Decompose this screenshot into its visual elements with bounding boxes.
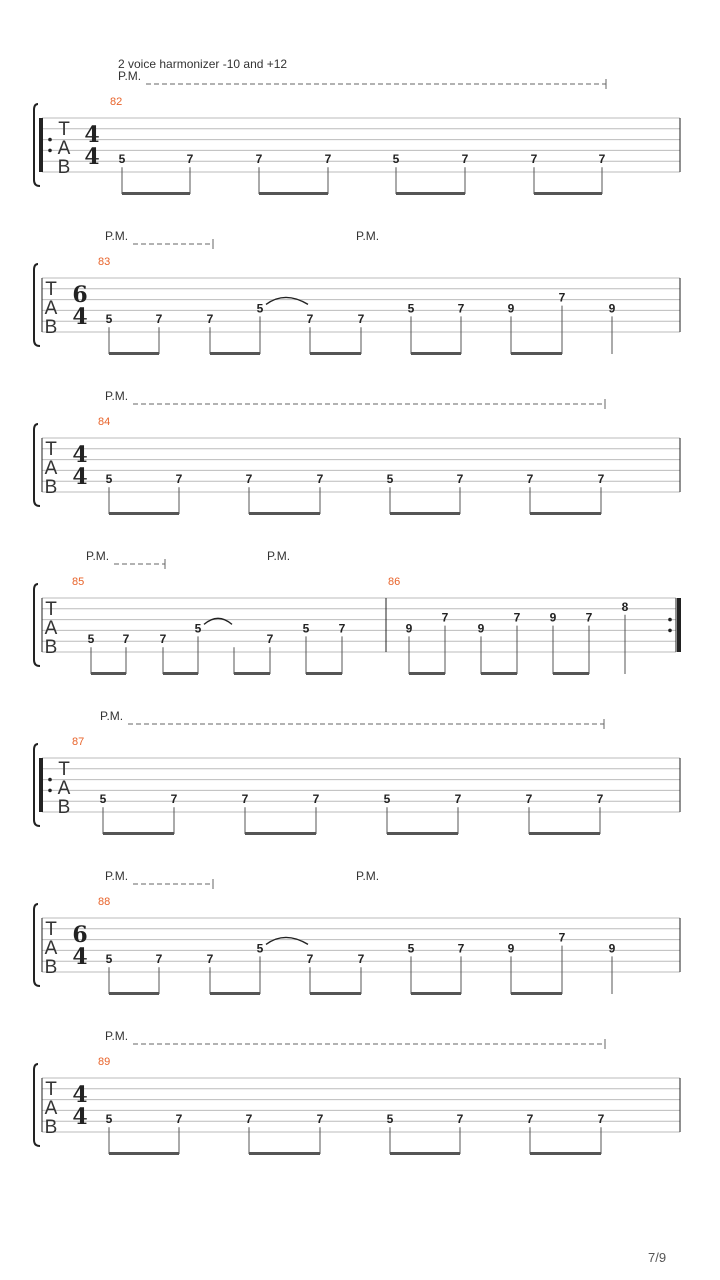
beam — [387, 832, 458, 835]
tab-clef-letter: A — [44, 618, 58, 639]
fret-number: 5 — [392, 152, 400, 167]
fret-number: 9 — [608, 941, 616, 956]
time-signature-top: 4 — [72, 442, 88, 468]
fret-number: 7 — [558, 290, 566, 305]
beam — [534, 192, 602, 195]
fret-number: 5 — [256, 941, 264, 956]
beam — [109, 352, 159, 355]
fret-number: 7 — [585, 610, 593, 625]
fret-number: 7 — [306, 312, 314, 327]
measure-number: 85 — [72, 576, 85, 588]
beam — [109, 992, 159, 995]
tie-arc — [266, 937, 308, 944]
measure-number: 87 — [72, 736, 85, 748]
beam — [234, 672, 270, 675]
beam — [109, 1152, 179, 1155]
fret-number: 7 — [558, 930, 566, 945]
fret-number: 7 — [456, 472, 464, 487]
beam — [310, 992, 361, 995]
fret-number: 7 — [159, 632, 167, 647]
tab-clef-letter: B — [44, 957, 58, 978]
beam — [249, 512, 320, 515]
fret-number: 7 — [454, 792, 462, 807]
fret-number: 7 — [530, 152, 538, 167]
palm-mute-label: P.M. — [86, 549, 110, 563]
repeat-start-thick-bar — [39, 758, 43, 812]
fret-number: 7 — [513, 610, 521, 625]
time-signature-top: 4 — [72, 1082, 88, 1108]
time-signature-bottom: 4 — [72, 304, 88, 330]
repeat-dot — [668, 618, 672, 622]
measure-number: 89 — [98, 1056, 111, 1068]
beam — [310, 352, 361, 355]
beam — [163, 672, 198, 675]
beam — [529, 832, 600, 835]
fret-number: 5 — [99, 792, 107, 807]
fret-number: 7 — [357, 952, 365, 967]
fret-number: 8 — [621, 599, 629, 614]
palm-mute-label: P.M. — [105, 389, 129, 403]
tab-clef-letter: T — [45, 1079, 57, 1100]
measure-number: 82 — [110, 96, 123, 108]
fret-number: 5 — [105, 952, 113, 967]
fret-number: 7 — [312, 792, 320, 807]
time-signature-top: 4 — [84, 122, 100, 148]
tab-clef-letter: B — [44, 477, 58, 498]
beam — [122, 192, 190, 195]
beam — [511, 352, 562, 355]
fret-number: 7 — [245, 1112, 253, 1127]
fret-number: 7 — [155, 312, 163, 327]
system-bracket — [34, 904, 40, 986]
fret-number: 5 — [386, 1112, 394, 1127]
fret-number: 9 — [477, 621, 485, 636]
fret-number: 5 — [407, 941, 415, 956]
fret-number: 5 — [87, 632, 95, 647]
fret-number: 7 — [597, 1112, 605, 1127]
fret-number: 7 — [316, 1112, 324, 1127]
measure-number: 86 — [388, 576, 401, 588]
tab-clef-letter: T — [45, 919, 57, 940]
tab-clef-letter: B — [44, 317, 58, 338]
fret-number: 5 — [194, 621, 202, 636]
palm-mute-label: P.M. — [100, 709, 124, 723]
tab-clef-letter: B — [44, 1117, 58, 1138]
beam — [91, 672, 126, 675]
system-bracket — [34, 424, 40, 506]
system-bracket — [34, 584, 40, 666]
tab-clef-letter: T — [45, 439, 57, 460]
fret-number: 7 — [175, 472, 183, 487]
beam — [409, 672, 445, 675]
palm-mute-label: P.M. — [105, 1029, 129, 1043]
fret-number: 7 — [525, 792, 533, 807]
fret-number: 7 — [598, 152, 606, 167]
beam — [109, 512, 179, 515]
beam — [249, 1152, 320, 1155]
fret-number: 7 — [597, 472, 605, 487]
repeat-dot — [668, 629, 672, 633]
tab-clef-letter: T — [58, 759, 70, 780]
measure-number: 83 — [98, 256, 111, 268]
tab-clef-letter: B — [57, 797, 71, 818]
system-bracket — [34, 1064, 40, 1146]
fret-number: 9 — [405, 621, 413, 636]
tab-clef-letter: T — [45, 279, 57, 300]
tab-clef-letter: B — [44, 637, 58, 658]
tab-clef-letter: A — [44, 298, 58, 319]
fret-number: 9 — [507, 941, 515, 956]
fret-number: 5 — [105, 472, 113, 487]
tab-clef-letter: A — [44, 458, 58, 479]
fret-number: 7 — [316, 472, 324, 487]
fret-number: 7 — [338, 621, 346, 636]
palm-mute-label: P.M. — [105, 869, 129, 883]
beam — [210, 992, 260, 995]
beam — [530, 1152, 601, 1155]
beam — [511, 992, 562, 995]
beam — [390, 1152, 460, 1155]
measure-number: 84 — [98, 416, 111, 428]
fret-number: 7 — [245, 472, 253, 487]
beam — [259, 192, 328, 195]
fret-number: 9 — [507, 301, 515, 316]
fret-number: 5 — [105, 312, 113, 327]
beam — [553, 672, 589, 675]
fret-number: 7 — [457, 301, 465, 316]
time-signature-top: 6 — [72, 922, 88, 948]
fret-number: 9 — [549, 610, 557, 625]
fret-number: 7 — [266, 632, 274, 647]
measure-number: 88 — [98, 896, 111, 908]
beam — [306, 672, 342, 675]
tab-clef-letter: A — [44, 938, 58, 959]
system-bracket — [34, 264, 40, 346]
fret-number: 7 — [186, 152, 194, 167]
fret-number: 7 — [241, 792, 249, 807]
fret-number: 7 — [526, 472, 534, 487]
tab-clef-letter: T — [58, 119, 70, 140]
tab-clef-letter: T — [45, 599, 57, 620]
tie-arc — [266, 297, 308, 304]
palm-mute-label: P.M. — [356, 229, 380, 243]
fret-number: 9 — [608, 301, 616, 316]
page-number: 7/9 — [648, 1250, 667, 1265]
time-signature-bottom: 4 — [84, 144, 100, 170]
palm-mute-label: P.M. — [105, 229, 129, 243]
fret-number: 7 — [206, 312, 214, 327]
fret-number: 7 — [441, 610, 449, 625]
palm-mute-label: P.M. — [118, 69, 142, 83]
tab-clef-letter: A — [44, 1098, 58, 1119]
fret-number: 7 — [456, 1112, 464, 1127]
fret-number: 7 — [457, 941, 465, 956]
beam — [396, 192, 465, 195]
fret-number: 7 — [170, 792, 178, 807]
repeat-start-thick-bar — [39, 118, 43, 172]
fret-number: 7 — [122, 632, 130, 647]
tempo-note-text: 2 voice harmonizer -10 and +12 — [118, 57, 288, 71]
fret-number: 7 — [461, 152, 469, 167]
beam — [210, 352, 260, 355]
time-signature-top: 6 — [72, 282, 88, 308]
fret-number: 7 — [206, 952, 214, 967]
palm-mute-label: P.M. — [267, 549, 291, 563]
beam — [411, 992, 461, 995]
time-signature-bottom: 4 — [72, 464, 88, 490]
beam — [245, 832, 316, 835]
fret-number: 5 — [105, 1112, 113, 1127]
beam — [530, 512, 601, 515]
beam — [411, 352, 461, 355]
fret-number: 7 — [306, 952, 314, 967]
beam — [390, 512, 460, 515]
fret-number: 7 — [526, 1112, 534, 1127]
fret-number: 5 — [407, 301, 415, 316]
repeat-dot — [48, 778, 52, 782]
repeat-dot — [48, 138, 52, 142]
fret-number: 7 — [596, 792, 604, 807]
fret-number: 5 — [256, 301, 264, 316]
fret-number: 5 — [118, 152, 126, 167]
fret-number: 7 — [255, 152, 263, 167]
fret-number: 7 — [175, 1112, 183, 1127]
fret-number: 7 — [155, 952, 163, 967]
repeat-dot — [48, 789, 52, 793]
fret-number: 5 — [386, 472, 394, 487]
time-signature-bottom: 4 — [72, 1104, 88, 1130]
beam — [103, 832, 174, 835]
repeat-end-thick-bar — [677, 598, 681, 652]
palm-mute-label: P.M. — [356, 869, 380, 883]
repeat-dot — [48, 149, 52, 153]
fret-number: 7 — [357, 312, 365, 327]
tab-clef-letter: A — [57, 778, 71, 799]
fret-number: 7 — [324, 152, 332, 167]
fret-number: 5 — [302, 621, 310, 636]
tab-clef-letter: B — [57, 157, 71, 178]
beam — [481, 672, 517, 675]
tab-clef-letter: A — [57, 138, 71, 159]
time-signature-bottom: 4 — [72, 944, 88, 970]
fret-number: 5 — [383, 792, 391, 807]
